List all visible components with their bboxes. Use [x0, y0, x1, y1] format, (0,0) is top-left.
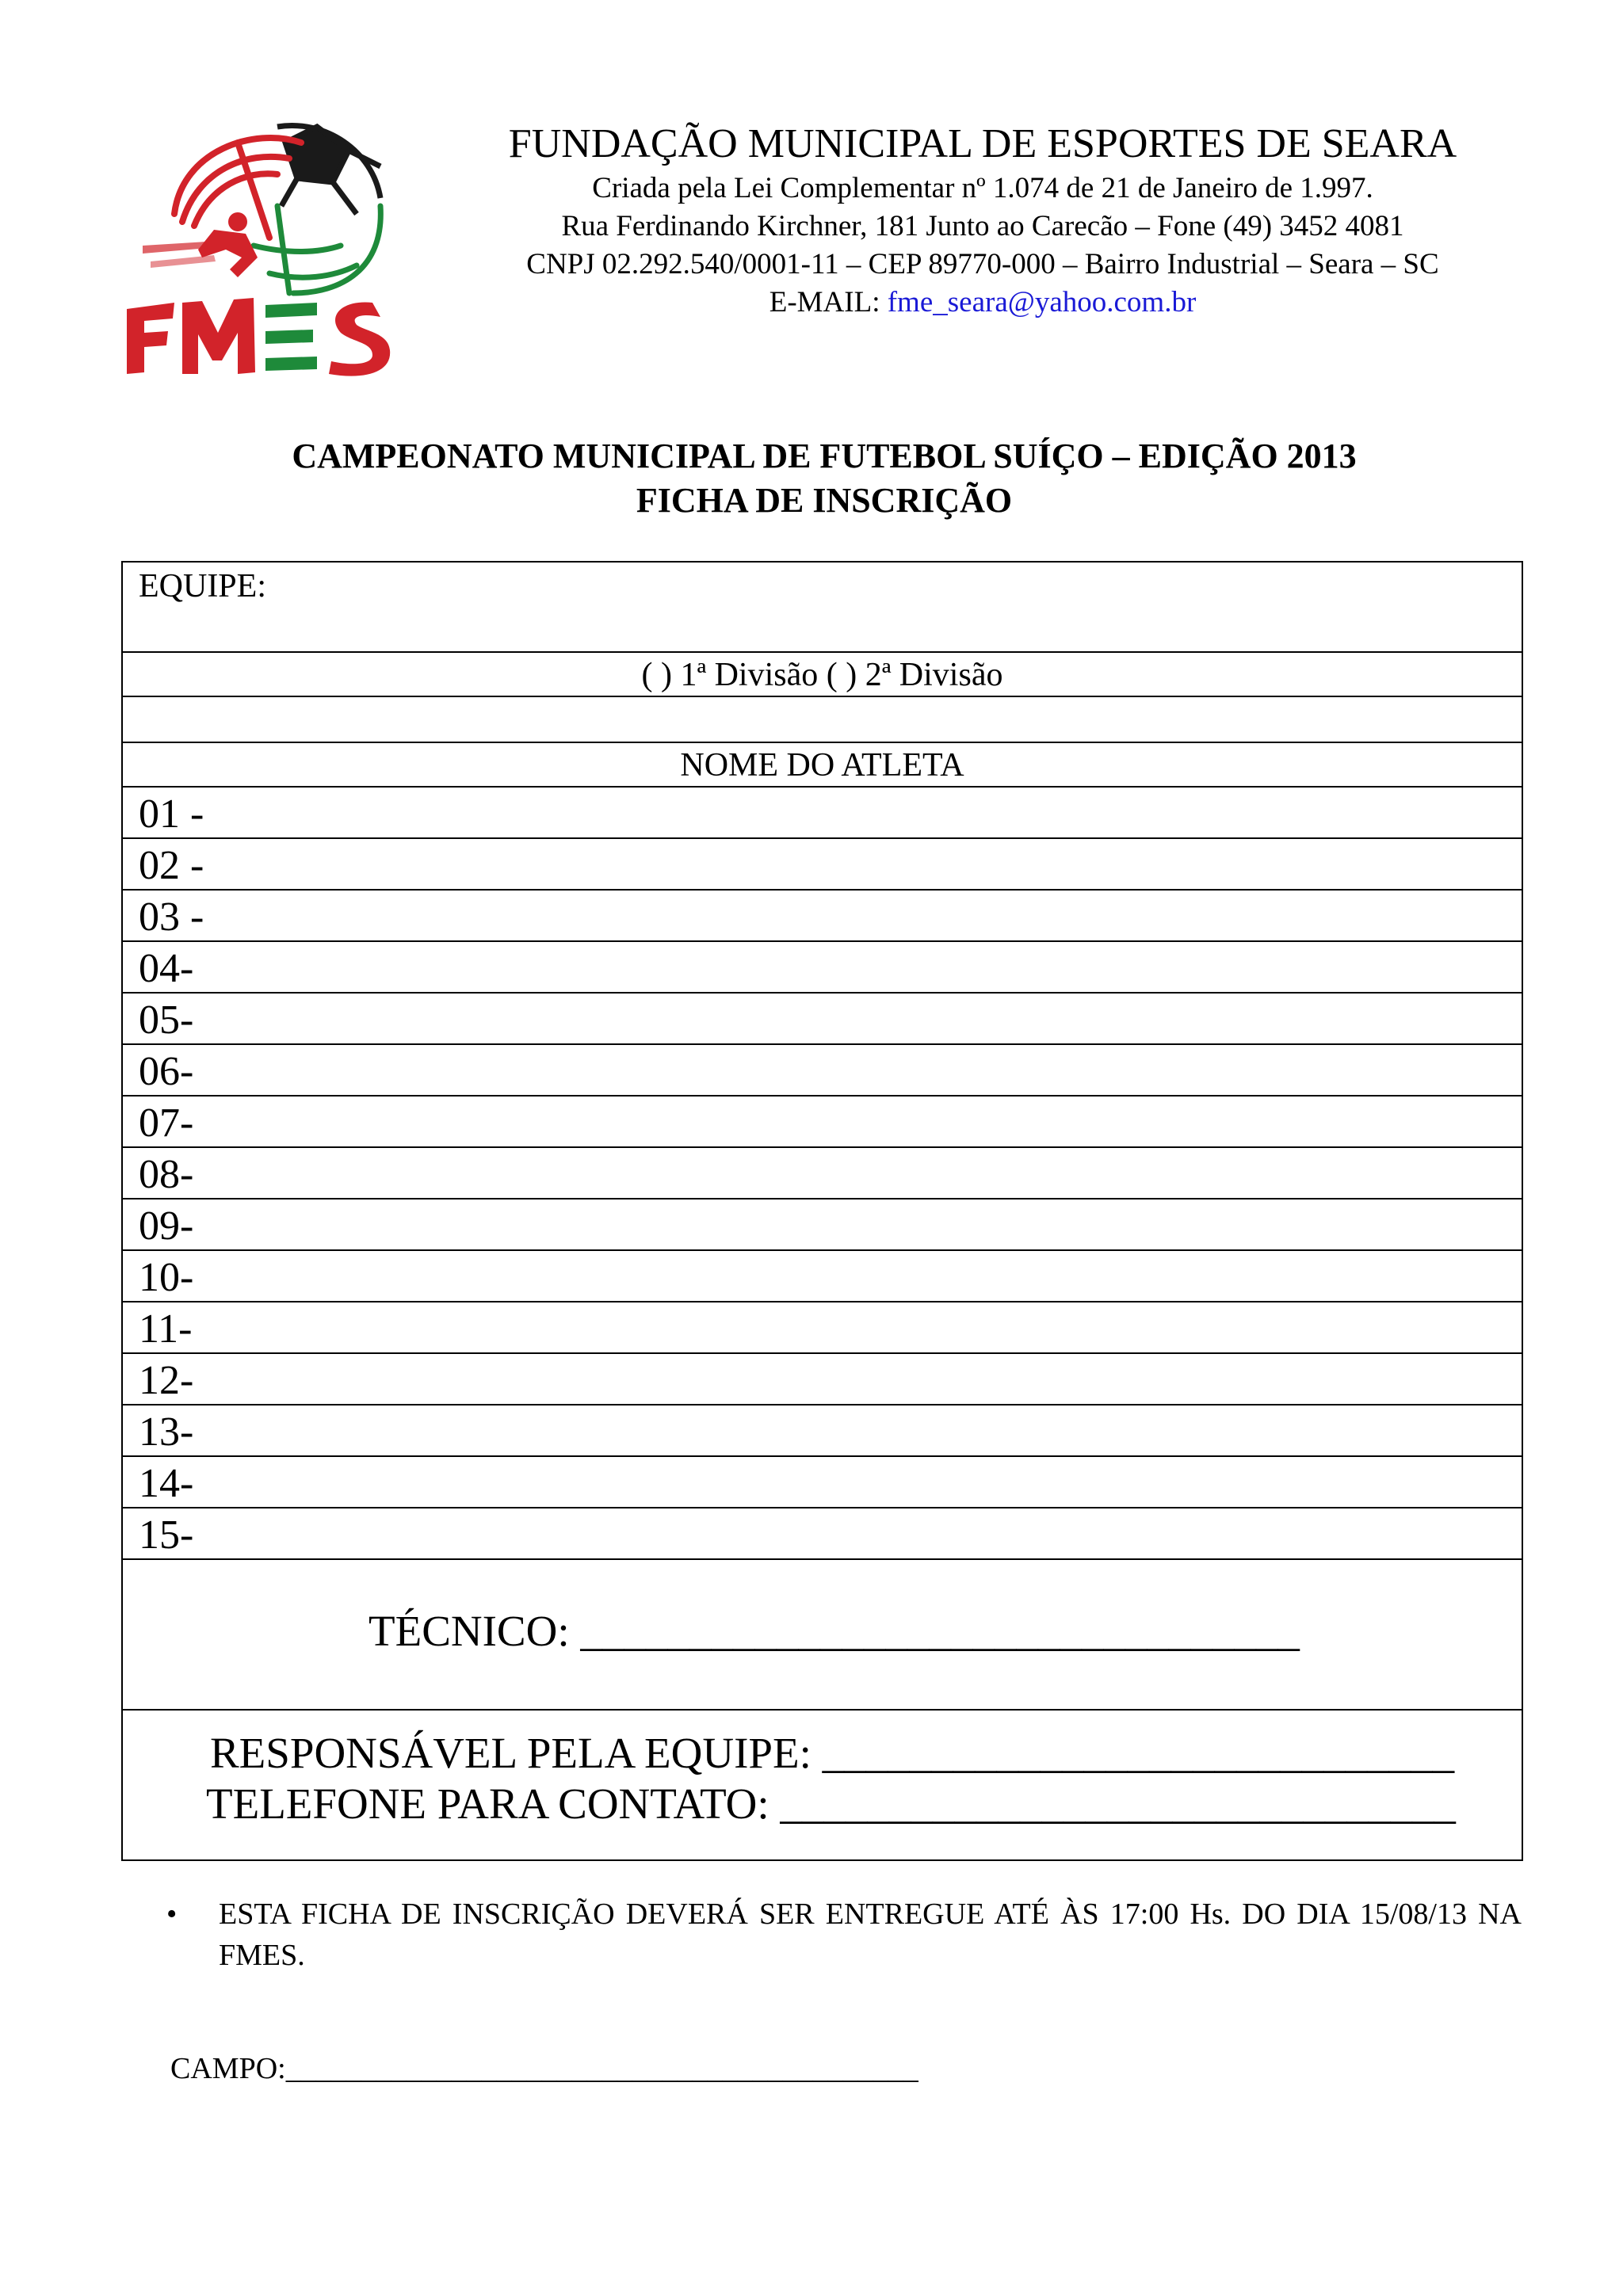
athlete-number: 05- — [139, 997, 194, 1043]
athlete-row-11[interactable] — [123, 1301, 1522, 1352]
athlete-row-05[interactable] — [123, 992, 1522, 1043]
responsible-section — [123, 1709, 1522, 1859]
athlete-number: 12- — [139, 1358, 194, 1403]
bullet-icon: • — [166, 1897, 178, 1931]
athlete-row-07[interactable] — [123, 1095, 1522, 1146]
registration-form — [121, 561, 1523, 1861]
athlete-row-15[interactable] — [123, 1507, 1522, 1558]
athlete-row-13[interactable] — [123, 1404, 1522, 1455]
athlete-number: 06- — [139, 1049, 194, 1094]
athlete-row-01[interactable] — [123, 786, 1522, 837]
athlete-row-14[interactable] — [123, 1455, 1522, 1507]
cnpj-line: CNPJ 02.292.540/0001-11 – CEP 89770-000 – Bairro Industrial – Seara – SC — [526, 248, 1439, 280]
team-label: EQUIPE: — [139, 568, 266, 605]
athlete-number: 09- — [139, 1203, 194, 1249]
document-title — [119, 434, 1529, 523]
title-line-2: FICHA DE INSCRIÇÃO — [636, 481, 1013, 520]
field-campo[interactable]: CAMPO:__________________________________________ — [170, 2052, 918, 2085]
athlete-row-12[interactable] — [123, 1352, 1522, 1404]
blank-row — [123, 696, 1522, 742]
fmes-logo-icon — [119, 95, 436, 396]
athlete-number: 11- — [139, 1306, 193, 1352]
athlete-number: 04- — [139, 946, 194, 991]
athlete-number: 08- — [139, 1152, 194, 1197]
athlete-number: 15- — [139, 1512, 194, 1558]
athlete-number: 13- — [139, 1409, 194, 1455]
athlete-row-08[interactable] — [123, 1146, 1522, 1198]
law-line: Criada pela Lei Complementar nº 1.074 de 21 de Janeiro de 1.997. — [592, 172, 1373, 204]
athlete-number: 02 - — [139, 843, 204, 888]
athlete-number: 07- — [139, 1100, 194, 1146]
division-options[interactable]: ( ) 1ª Divisão ( ) 2ª Divisão — [123, 651, 1522, 696]
responsible-field[interactable]: RESPONSÁVEL PELA EQUIPE: _____________________________ — [210, 1729, 1455, 1777]
athlete-row-06[interactable] — [123, 1043, 1522, 1095]
fmes-logo — [119, 95, 436, 396]
athlete-number: 03 - — [139, 894, 204, 940]
athlete-number: 01 - — [139, 791, 204, 837]
note-text: ESTA FICHA DE INSCRIÇÃO DEVERÁ SER ENTREGUE ATÉ ÀS 17:00 Hs. DO DIA 15/08/13 NA FMES. — [219, 1897, 1522, 1972]
coach-section — [123, 1558, 1522, 1709]
title-line-1: CAMPEONATO MUNICIPAL DE FUTEBOL SUÍÇO – EDIÇÃO 2013 — [292, 437, 1357, 475]
email-line — [460, 284, 1506, 322]
athlete-row-09[interactable] — [123, 1198, 1522, 1249]
address-line: Rua Ferdinando Kirchner, 181 Junto ao Carecão – Fone (49) 3452 4081 — [561, 210, 1404, 242]
email-link[interactable]: fme_seara@yahoo.com.br — [887, 286, 1197, 318]
athlete-row-10[interactable] — [123, 1249, 1522, 1301]
coach-field[interactable]: TÉCNICO: _________________________________ — [369, 1607, 1300, 1655]
athlete-row-04[interactable] — [123, 940, 1522, 992]
athlete-row-02[interactable] — [123, 837, 1522, 889]
athlete-row-03[interactable] — [123, 889, 1522, 940]
athlete-name-header: NOME DO ATLETA — [123, 742, 1522, 786]
athlete-number: 14- — [139, 1461, 194, 1506]
athlete-number: 10- — [139, 1255, 194, 1300]
email-label: E-MAIL: — [769, 286, 888, 318]
org-name: FUNDAÇÃO MUNICIPAL DE ESPORTES DE SEARA — [508, 121, 1457, 166]
delivery-note — [166, 1894, 1522, 1976]
team-field[interactable] — [123, 563, 1522, 651]
phone-field[interactable]: TELEFONE PARA CONTATO: _______________________________ — [206, 1779, 1456, 1828]
header — [460, 119, 1506, 322]
